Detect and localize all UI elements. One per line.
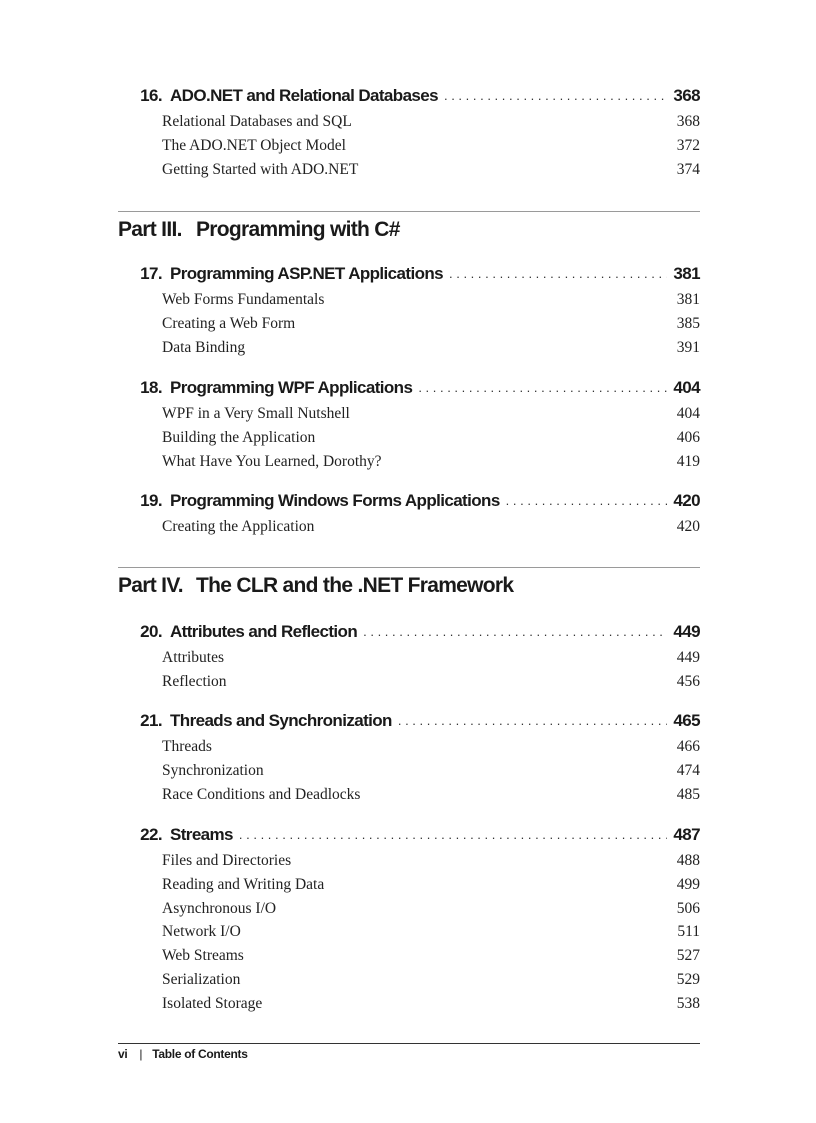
toc-section[interactable] [162,944,700,968]
toc-section[interactable] [162,897,700,921]
section-title: Attributes [162,649,224,666]
section-page: 449 [676,649,700,666]
toc-chapter-19[interactable] [118,491,700,539]
chapter-heading[interactable] [118,86,700,110]
chapter-heading[interactable] [118,378,700,402]
chapter-page: 487 [673,825,700,844]
footer-separator: | [139,1047,143,1061]
section-page: 529 [676,970,700,988]
chapter-page: 449 [673,622,700,641]
toc-section[interactable] [162,450,700,474]
toc-chapter-18[interactable] [118,378,700,473]
chapter-title: ADO.NET and Relational Databases [170,86,438,105]
section-page: 368 [676,113,700,130]
section-title: Serialization [162,970,241,988]
section-page: 420 [676,518,700,535]
toc-section[interactable] [162,759,700,783]
toc-section[interactable] [162,134,700,158]
toc-section[interactable] [162,920,700,944]
section-page: 506 [676,899,700,917]
section-title: Reflection [162,672,227,690]
chapter-number: 17. [140,264,162,283]
dot-leader [418,380,667,395]
chapter-title: Programming ASP.NET Applications [170,264,443,283]
section-title: What Have You Learned, Dorothy? [162,452,382,470]
section-page: 527 [676,947,700,965]
section-list [162,402,700,473]
chapter-heading[interactable] [118,491,700,515]
part-label: Part IV. [118,574,183,597]
chapter-heading[interactable] [118,622,700,646]
toc-section[interactable] [162,402,700,426]
dot-leader [506,493,668,508]
toc-chapter-20[interactable] [118,622,700,694]
section-page: 499 [676,875,700,893]
part-title: Programming with C# [196,218,400,241]
footer-rule [118,1043,700,1044]
section-page: 391 [676,338,700,356]
section-list [162,646,700,694]
part-label: Part III. [118,218,182,241]
part-heading[interactable] [118,574,513,598]
chapter-page: 368 [673,86,700,105]
section-title: Web Streams [162,947,244,965]
section-list [162,288,700,359]
chapter-heading[interactable] [118,264,700,288]
chapter-title: Streams [170,825,233,844]
toc-section[interactable] [162,735,700,759]
section-title: Creating the Application [162,518,315,535]
chapter-heading[interactable] [118,711,700,735]
section-list [162,849,700,1016]
chapter-number: 20. [140,622,162,641]
dot-leader [398,713,668,728]
section-title: Getting Started with ADO.NET [162,160,359,178]
toc-section[interactable] [162,873,700,897]
page-footer [118,1047,248,1061]
toc-section[interactable] [162,783,700,807]
chapter-number: 16. [140,86,162,105]
dot-leader [449,266,667,281]
toc-section[interactable] [162,992,700,1016]
section-page: 385 [676,314,700,332]
section-page: 511 [677,923,700,941]
toc-section[interactable] [162,336,700,360]
section-page: 488 [676,852,700,869]
section-title: Threads [162,738,212,755]
section-title: Race Conditions and Deadlocks [162,785,361,803]
section-title: Creating a Web Form [162,314,296,332]
section-page: 406 [676,428,700,446]
toc-chapter-17[interactable] [118,264,700,359]
toc-section[interactable] [162,288,700,312]
part-divider-rule [118,567,700,568]
section-title: The ADO.NET Object Model [162,136,346,154]
part-title: The CLR and the .NET Framework [196,574,514,597]
section-page: 372 [676,136,700,154]
section-page: 404 [676,405,700,422]
chapter-page: 404 [673,378,700,397]
toc-chapter-22[interactable] [118,825,700,1016]
toc-section[interactable] [162,426,700,450]
toc-section[interactable] [162,670,700,694]
dot-leader [444,88,667,103]
chapter-number: 21. [140,711,162,730]
toc-section[interactable] [162,849,700,873]
chapter-title: Programming Windows Forms Applications [170,491,500,510]
chapter-page: 465 [673,711,700,730]
chapter-page: 381 [673,264,700,283]
footer-title: Table of Contents [152,1047,248,1061]
section-page: 419 [676,452,700,470]
section-list [162,110,700,181]
section-title: Files and Directories [162,852,292,869]
chapter-title: Programming WPF Applications [170,378,413,397]
chapter-page: 420 [673,491,700,510]
section-title: Reading and Writing Data [162,875,325,893]
toc-section[interactable] [162,968,700,992]
dot-leader [363,624,667,639]
section-list [162,515,700,539]
toc-section[interactable] [162,312,700,336]
dot-leader [239,827,668,842]
toc-chapter-21[interactable] [118,711,700,806]
section-title: Data Binding [162,338,246,356]
section-title: WPF in a Very Small Nutshell [162,405,350,422]
section-title: Building the Application [162,428,316,446]
section-page: 538 [676,994,700,1012]
chapter-title: Threads and Synchronization [170,711,392,730]
section-title: Asynchronous I/O [162,899,277,917]
toc-section[interactable] [162,158,700,182]
chapter-number: 19. [140,491,162,510]
section-page: 485 [676,785,700,803]
section-page: 474 [676,761,700,779]
chapter-heading[interactable] [118,825,700,849]
chapter-title: Attributes and Reflection [170,622,358,641]
section-page: 381 [676,291,700,308]
chapter-number: 22. [140,825,162,844]
part-divider-rule [118,211,700,212]
toc-section[interactable] [162,646,700,670]
section-list [162,735,700,806]
section-title: Web Forms Fundamentals [162,291,325,308]
section-title: Relational Databases and SQL [162,113,352,130]
section-page: 374 [676,160,700,178]
toc-chapter-16[interactable] [118,86,700,181]
section-page: 456 [676,672,700,690]
part-heading[interactable] [118,218,400,242]
section-title: Isolated Storage [162,994,263,1012]
section-page: 466 [676,738,700,755]
toc-section[interactable] [162,110,700,134]
footer-page-number: vi [118,1047,128,1061]
toc-section[interactable] [162,515,700,539]
section-title: Synchronization [162,761,264,779]
chapter-number: 18. [140,378,162,397]
section-title: Network I/O [162,923,241,941]
